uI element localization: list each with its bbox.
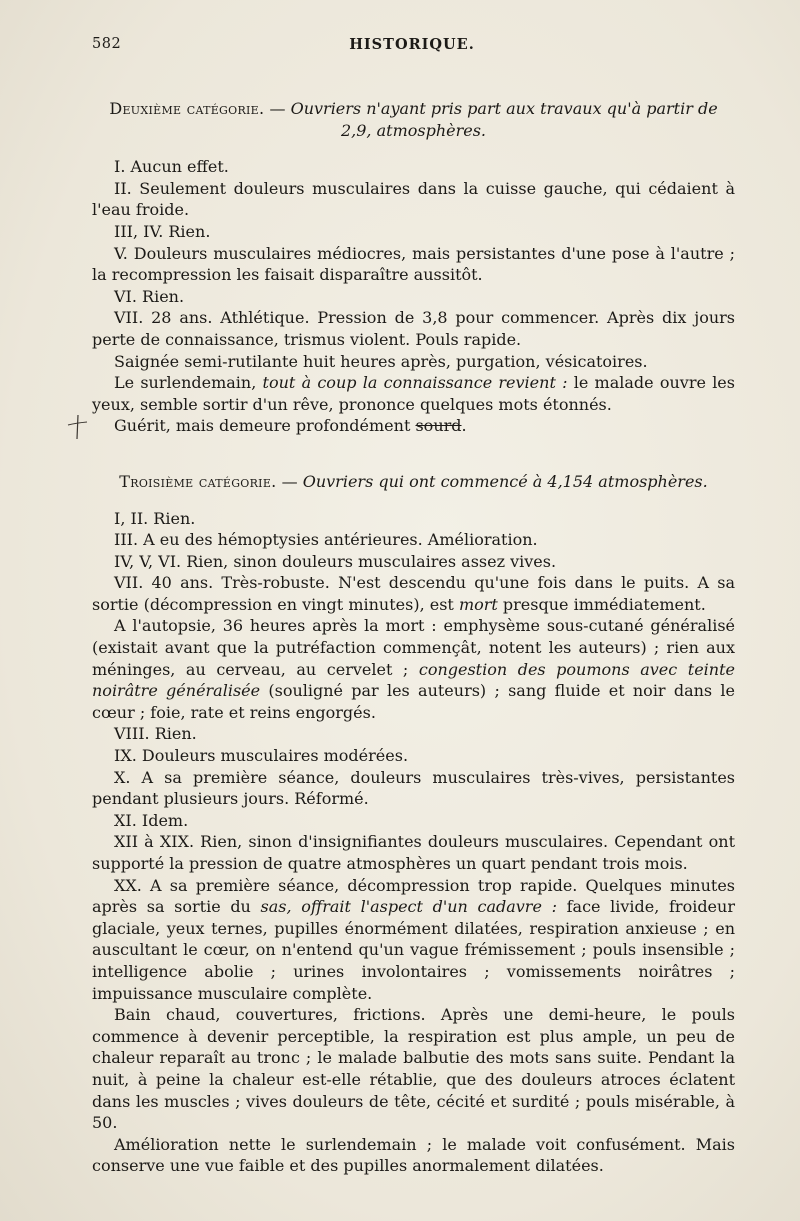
paragraph: Le surlendemain, tout à coup la connaissance revient : le malade ouvre les yeux, semble sortir d'un rêve, prononce quelques mots étonnés. xyxy=(92,373,735,414)
paragraph: III. A eu des hémoptysies antérieures. Amélioration. xyxy=(114,530,538,550)
paragraph: VII. 40 ans. Très-robuste. N'est descendu qu'une fois dans le puits. A sa sortie (décompression en vingt minutes), est mort presque immédiatement. xyxy=(92,573,735,614)
section-heading-deuxieme: Deuxième catégorie. — Ouvriers n'ayant pris part aux travaux qu'à partir de 2,9, atmosphères. xyxy=(109,99,718,140)
struck-word: sourd xyxy=(415,416,462,436)
paragraph: V. Douleurs musculaires médiocres, mais persistantes d'une pose à l'autre ; la recompression les faisait disparaître aussitôt. xyxy=(92,243,735,285)
page-number: 582 xyxy=(92,36,122,52)
paragraph: VIII. Rien. xyxy=(114,724,197,744)
paragraph: XX. A sa première séance, décompression trop rapide. Quelques minutes après sa sortie du sas, offrait l'aspect d'un cadavre : face livide, froideur glaciale, yeux ternes, pupilles énormément dilatées, respiration anxieuse ; en auscultant le cœur, on n'entend qu'un vague frémissement ; pouls insensible ; intelligence abolie ; urines involontaires ; vomissements noirâtres ; impuissance musculaire complète. xyxy=(92,875,735,1003)
page-header xyxy=(92,36,732,58)
paragraph: I, II. Rien. xyxy=(114,508,196,528)
paragraph: A l'autopsie, 36 heures après la mort : emphysème sous-cutané généralisé (existait avant que la putréfaction commençât, notent les auteurs) ; rien aux méninges, au cerveau, au cervelet ; congestion des poumons avec teinte noirâtre généralisée (souligné par les auteurs) ; sang fluide et noir dans le cœur ; foie, rate et reins engorgés. xyxy=(92,616,735,722)
running-title: HISTORIQUE. xyxy=(349,36,475,53)
paragraph: Amélioration nette le surlendemain ; le malade voit confusément. Mais conserve une vue faible et des pupilles anormalement dilatées. xyxy=(92,1134,735,1176)
section-heading-troisieme: Troisième catégorie. — Ouvriers qui ont commencé à 4,154 atmosphères. xyxy=(119,471,708,491)
paragraph: I. Aucun effet. xyxy=(114,157,229,177)
paragraph: IV, V, VI. Rien, sinon douleurs musculaires assez vives. xyxy=(114,551,557,571)
paragraph: X. A sa première séance, douleurs musculaires très-vives, persistantes pendant plusieurs jours. Réformé. xyxy=(92,767,735,809)
paragraph: Guérit, mais demeure profondément sourd. xyxy=(114,416,467,436)
paragraph: Saignée semi-rutilante huit heures après, purgation, vésicatoires. xyxy=(114,351,648,371)
paragraph: XII à XIX. Rien, sinon d'insignifiantes douleurs musculaires. Cependant ont supporté la pression de quatre atmosphères un quart pendant trois mois. xyxy=(92,832,735,873)
paragraph: VII. 28 ans. Athlétique. Pression de 3,8 pour commencer. Après dix jours perte de connaissance, trismus violent. Pouls rapide. xyxy=(92,308,735,349)
paragraph: XI. Idem. xyxy=(114,810,189,830)
paragraph: VI. Rien. xyxy=(114,286,185,306)
page-body xyxy=(92,98,735,1177)
paragraph: IX. Douleurs musculaires modérées. xyxy=(114,746,409,766)
paragraph: Bain chaud, couvertures, frictions. Après une demi-heure, le pouls commence à devenir perceptible, la respiration est plus ample, un peu de chaleur reparaît au tronc ; le malade balbutie des mots sans suite. Pendant la nuit, à peine la chaleur est-elle rétablie, que des douleurs atroces éclatent dans les muscles ; vives douleurs de tête, cécité et surdité ; pouls misérable, à 50. xyxy=(92,1005,735,1133)
paragraph: III, IV. Rien. xyxy=(114,221,211,241)
handwritten-cross-mark xyxy=(66,413,90,441)
paragraph: II. Seulement douleurs musculaires dans la cuisse gauche, qui cédaient à l'eau froide. xyxy=(92,178,735,220)
